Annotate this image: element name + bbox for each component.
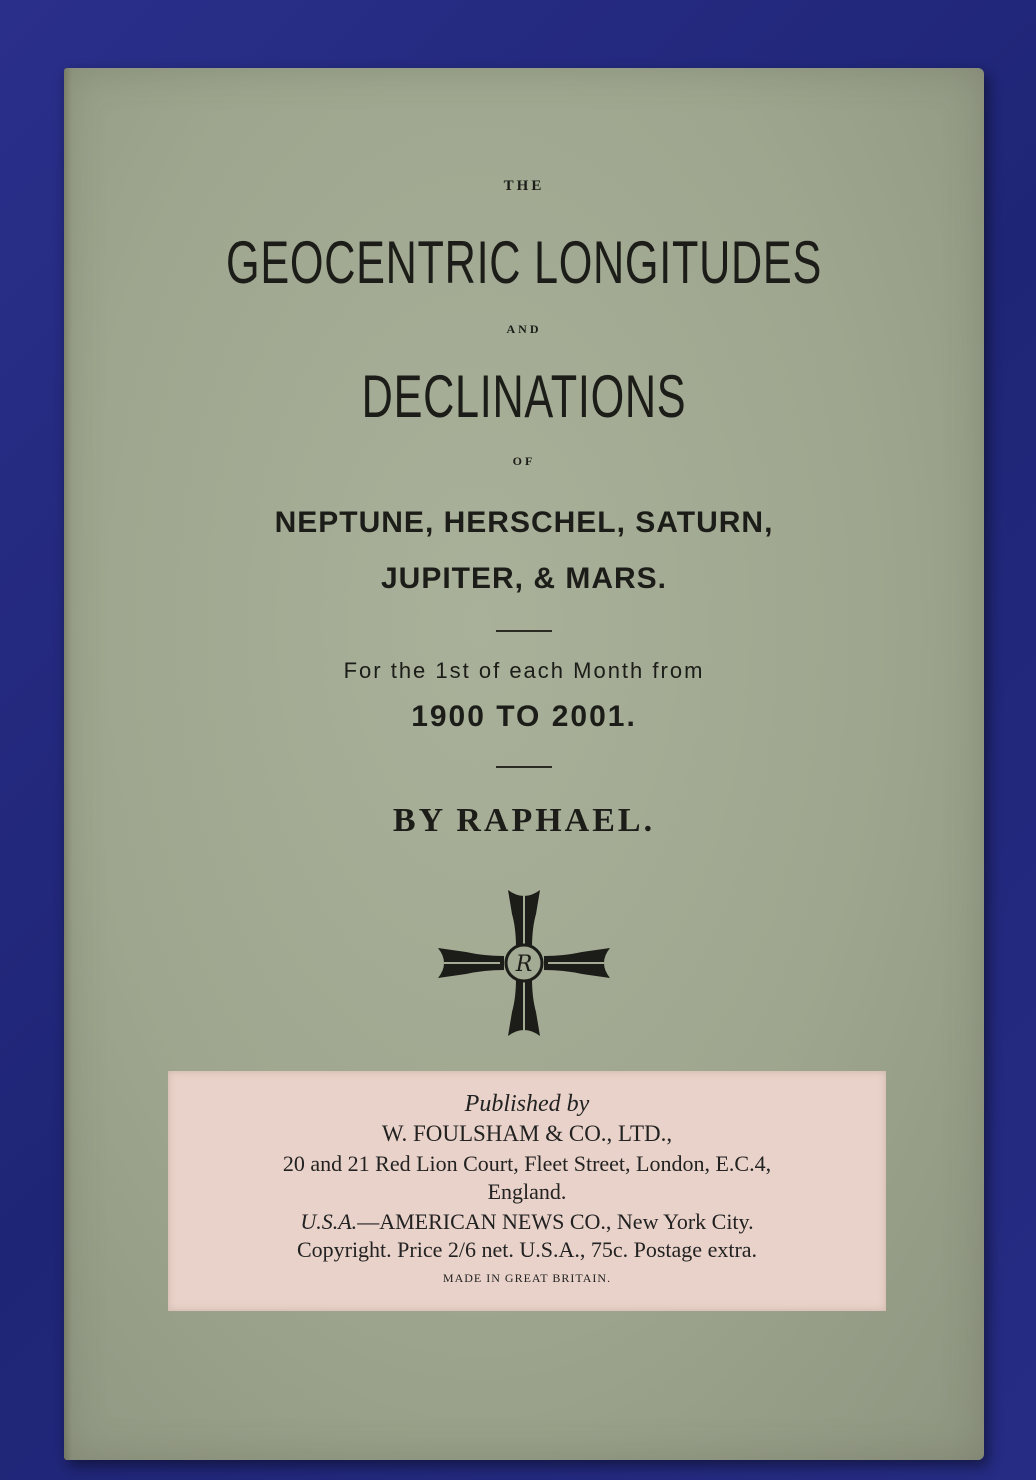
usa-distributor: U.S.A.—AMERICAN NEWS CO., New York City. [300, 1209, 754, 1234]
publisher-country: England. [487, 1179, 567, 1204]
title-and: AND [506, 322, 542, 336]
maltese-cross-R-icon [436, 888, 612, 1038]
made-in: MADE IN GREAT BRITAIN. [442, 1271, 612, 1285]
publisher-name: W. FOULSHAM & CO., LTD., [381, 1121, 673, 1146]
published-by: Published by [464, 1091, 590, 1117]
years: 1900 TO 2001. [411, 700, 637, 733]
title-line-2: DECLINATIONS [361, 363, 687, 430]
divider-2 [496, 766, 552, 768]
planets-line-2: JUPITER, & MARS. [380, 562, 668, 595]
divider-1 [496, 630, 552, 632]
subtitle: For the 1st of each Month from [343, 658, 705, 683]
publisher-address: 20 and 21 Red Lion Court, Fleet Street, London, E.C.4, [282, 1151, 772, 1176]
copyright-price: Copyright. Price 2/6 net. U.S.A., 75c. Postage extra. [296, 1237, 758, 1262]
publisher-label [168, 1071, 886, 1311]
emblem-letter: R [515, 952, 533, 977]
title-the: THE [503, 178, 545, 194]
planets-line-1: NEPTUNE, HERSCHEL, SATURN, [274, 506, 774, 539]
title-line-1: GEOCENTRIC LONGITUDES [226, 229, 822, 296]
title-of: OF [512, 454, 536, 468]
booklet-cover [64, 68, 984, 1460]
author: BY RAPHAEL. [392, 802, 656, 839]
